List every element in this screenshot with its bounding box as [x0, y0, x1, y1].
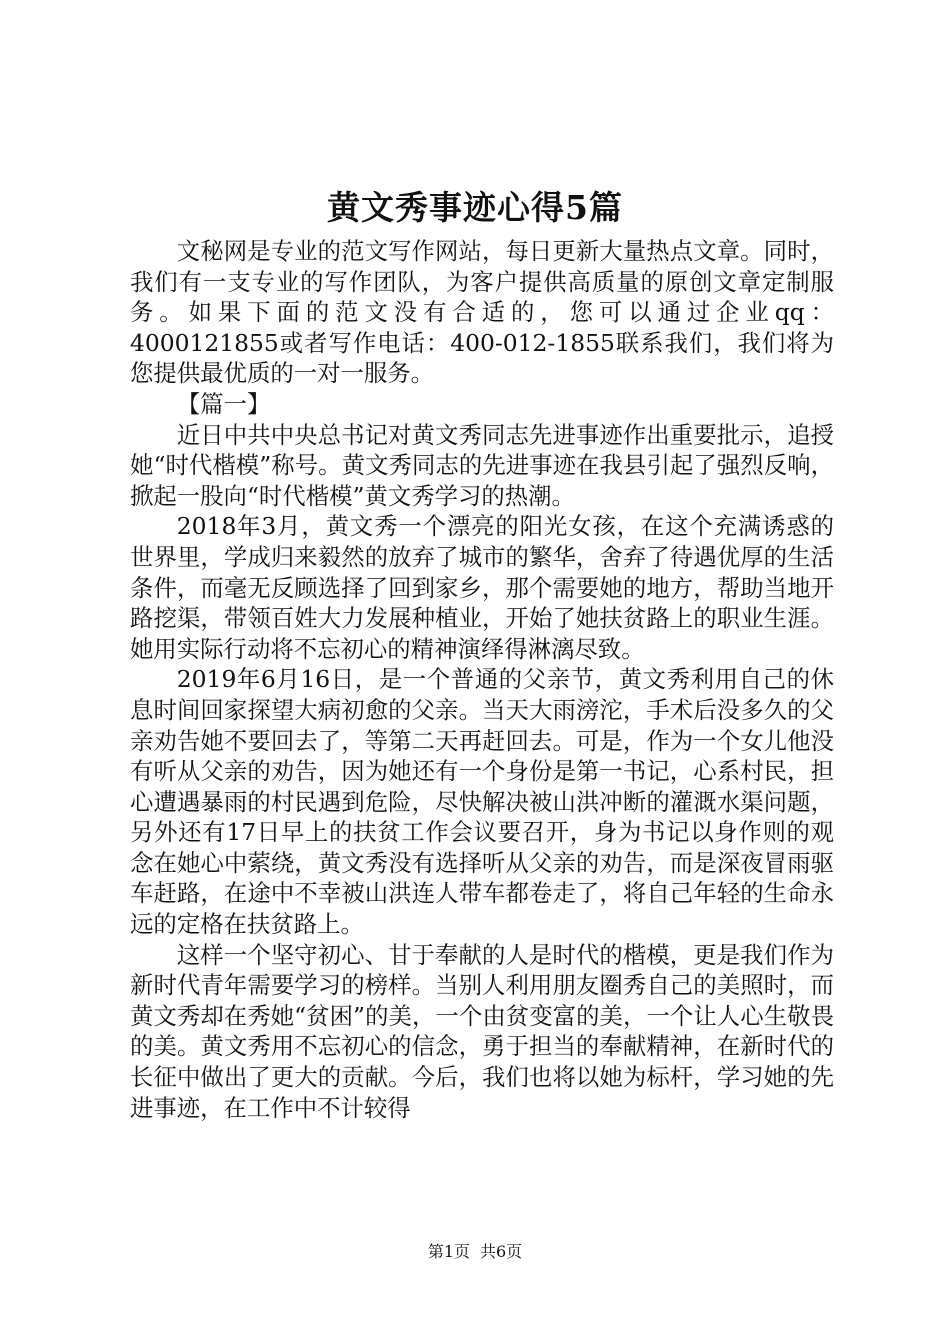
page-total: 共6页	[480, 1242, 523, 1261]
body-paragraph: 近日中共中央总书记对黄文秀同志先进事迹作出重要批示，追授她“时代楷模”称号。黄文秀同志的先进事迹在我县引起了强烈反响，掀起一股向“时代楷模”黄文秀学习的热潮。	[130, 420, 834, 510]
intro-paragraph: 文秘网是专业的范文写作网站，每日更新大量热点文章。同时，我们有一支专业的写作团队，为客户提供高质量的原创文章定制服务。如果下面的范文没有合适的，您可以通过企业qq：4000121855或者写作电话：400-012-1855联系我们，我们将为您提供最优质的一对一服务。	[130, 237, 834, 388]
page-number: 第1页	[427, 1242, 470, 1261]
body-paragraph: 这样一个坚守初心、甘于奉献的人是时代的楷模，更是我们作为新时代青年需要学习的榜样。当别人利用朋友圈秀自己的美照时，而黄文秀却在秀她“贫困”的美，一个由贫变富的美，一个让人心生敬畏的美。黄文秀用不忘初心的信念，勇于担当的奉献精神，在新时代的长征中做出了更大的贡献。今后，我们也将以她为标杆，学习她的先进事迹，在工作中不计较得	[130, 940, 834, 1122]
document-title: 黄文秀事迹心得5篇	[327, 188, 623, 227]
page-footer	[0, 1240, 950, 1264]
body-paragraph: 2018年3月，黄文秀一个漂亮的阳光女孩，在这个充满诱惑的世界里，学成归来毅然的放弃了城市的繁华，舍弃了待遇优厚的生活条件，而毫无反顾选择了回到家乡，那个需要她的地方，帮助当地开路挖渠，带领百姓大力发展种植业，开始了她扶贫路上的职业生涯。她用实际行动将不忘初心的精神演绎得淋漓尽致。	[130, 512, 834, 663]
body-paragraph: 2019年6月16日，是一个普通的父亲节，黄文秀利用自己的休息时间回家探望大病初愈的父亲。当天大雨滂沱，手术后没多久的父亲劝告她不要回去了，等第二天再赶回去。可是，作为一个女儿他没有听从父亲的劝告，因为她还有一个身份是第一书记，心系村民，担心遭遇暴雨的村民遇到危险，尽快解决被山洪冲断的灌溉水渠问题，另外还有17日早上的扶贫工作会议要召开，身为书记以身作则的观念在她心中萦绕，黄文秀没有选择听从父亲的劝告，而是深夜冒雨驱车赶路，在途中不幸被山洪连人带车都卷走了，将自己年轻的生命永远的定格在扶贫路上。	[130, 665, 834, 939]
document-body	[130, 236, 834, 1123]
section-heading: 【篇一】	[176, 389, 271, 418]
